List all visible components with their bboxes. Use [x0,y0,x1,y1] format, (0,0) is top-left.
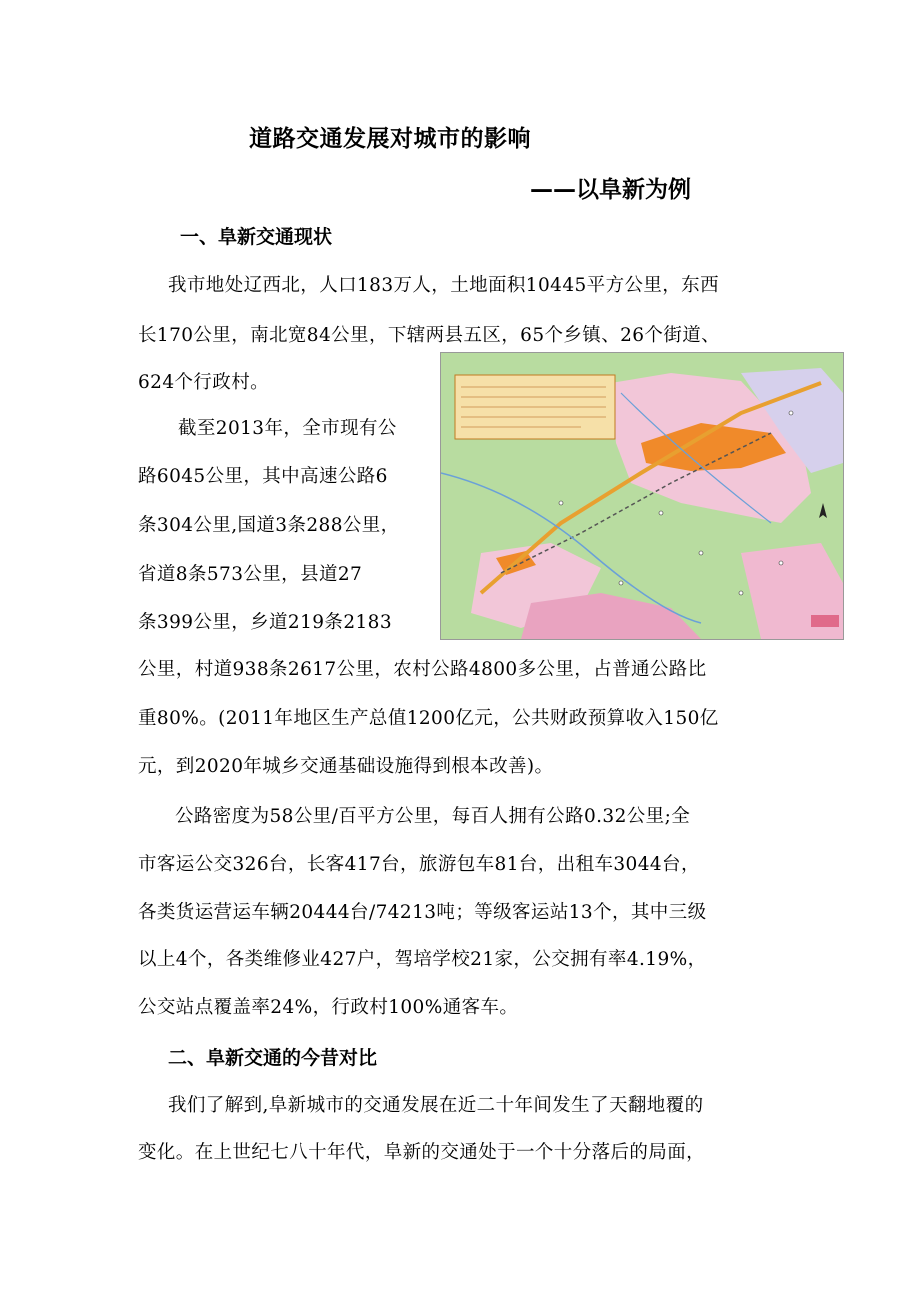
s1-p1-line2: 长170公里，南北宽84公里，下辖两县五区，65个乡镇、26个街道、 [138,325,721,346]
document-subtitle: ——以阜新为例 [530,177,691,203]
s1-p3-line3: 各类货运营运车辆20444台/74213吨；等级客运站13个，其中三级 [138,902,707,923]
s1-p3-line5: 公交站点覆盖率24%，行政村100%通客车。 [138,997,519,1018]
s2-p1-line1: 我们了解到,阜新城市的交通发展在近二十年间发生了天翻地覆的 [168,1095,704,1116]
s1-p3-line2: 市客运公交326台，长客417台，旅游包车81台，出租车3044台， [138,854,700,875]
fuxin-map-image [440,352,844,640]
s1-p2-line2: 路6045公里，其中高速公路6 [138,466,388,487]
s1-p3-line4: 以上4个，各类维修业427户，驾培学校21家，公交拥有率4.19%， [138,949,707,970]
s1-p2-line6: 公里，村道938条2617公里，农村公路4800多公里，占普通公路比 [138,659,707,680]
s2-p1-line2: 变化。在上世纪七八十年代，阜新的交通处于一个十分落后的局面， [138,1142,706,1163]
document-title: 道路交通发展对城市的影响 [249,126,531,152]
s1-p2-line8: 元，到2020年城乡交通基础设施得到根本改善)。 [138,756,554,777]
s1-p2-line4: 省道8条573公里，县道27 [138,564,363,585]
s1-p1-line1: 我市地处辽西北，人口183万人，土地面积10445平方公里，东西 [168,275,719,296]
section2-heading: 二、阜新交通的今昔对比 [168,1047,378,1069]
s1-p2-line3: 条304公里,国道3条288公里， [138,515,400,536]
s1-p1-line3: 624个行政村。 [138,372,270,393]
s1-p2-line1: 截至2013年，全市现有公 [178,418,397,439]
s1-p2-line7: 重80%。(2011年地区生产总值1200亿元，公共财政预算收入150亿 [138,708,719,729]
s1-p2-line5: 条399公里，乡道219条2183 [138,612,393,633]
section1-heading: 一、阜新交通现状 [180,226,333,248]
s1-p3-line1: 公路密度为58公里/百平方公里，每百人拥有公路0.32公里;全 [175,806,691,827]
map-logo-badge [811,615,839,627]
